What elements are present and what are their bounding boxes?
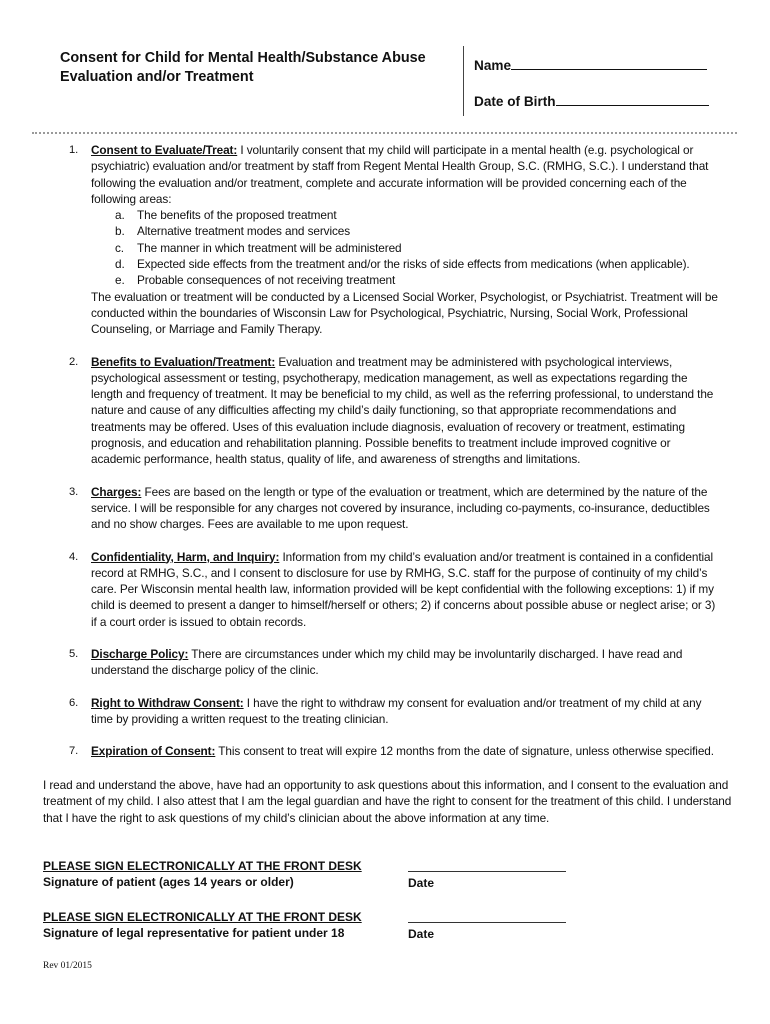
patient-date-label: Date xyxy=(408,876,435,890)
list-item: e. Probable consequences of not receiving treatment xyxy=(115,273,396,288)
dob-label: Date of Birth xyxy=(474,94,556,109)
section-text: There are circumstances under which my child may be involuntarily discharged. I have read and understand the discharge policy of the clinic. xyxy=(91,647,683,678)
section-benefits xyxy=(40,354,720,468)
list-item: b. Alternative treatment modes and services xyxy=(115,224,351,239)
section-heading: Discharge Policy: xyxy=(91,647,189,662)
header-divider xyxy=(463,46,464,116)
closing-statement: I read and understand the above, have had an opportunity to ask questions about this information, and I consent to the evaluation and treatment of my child. I also attest that I am the legal guardian and have the right to consent for the treatment of this child. I understand that I have the right to ask questions of my child’s clinician about the above information at any time. xyxy=(43,778,732,825)
list-item: c. The manner in which treatment will be administered xyxy=(115,240,402,255)
representative-date-label: Date xyxy=(408,927,435,941)
section-number: 5. xyxy=(69,648,79,661)
dob-field[interactable] xyxy=(474,92,709,109)
patient-signature-block[interactable] xyxy=(43,858,362,890)
dob-blank-line[interactable] xyxy=(556,92,709,106)
header-separator xyxy=(32,132,737,134)
list-item: d. Expected side effects from the treatment and/or the risks of side effects from medications (when applicable). xyxy=(115,257,690,272)
name-label: Name xyxy=(474,58,512,73)
section-text: I voluntarily consent that my child will participate in a mental health (e.g. psychological or psychiatric) evaluation and/or treatment by staff from Regent Mental Health Group, S.C. (RMHG, S.C.). I understand that following the evaluation and/or treatment, complete and accurate information will be provided concerning each of the following areas: xyxy=(91,143,709,206)
name-blank-line[interactable] xyxy=(511,56,707,70)
section-number: 4. xyxy=(69,550,79,563)
section-number: 6. xyxy=(69,696,79,709)
treatment-info-list xyxy=(91,207,720,288)
section-text: Information from my child’s evaluation and/or treatment is contained in a confidential record at RMHG, S.C., and I consent to disclosure for use by RMHG, S.C. staff for the purpose of continuity of my child’s care. Per Wisconsin mental health law, information provided will be kept confidential with the following exceptions: 1) if my child is deemed to present a danger to himself/herself or others; 2) if concerns about possible abuse or neglect arise; or 3) if a court order is issued to obtain records. xyxy=(91,549,716,629)
list-item: a. The benefits of the proposed treatment xyxy=(115,208,337,223)
patient-date-line[interactable] xyxy=(408,871,566,872)
representative-date-line[interactable] xyxy=(408,922,566,923)
section-heading: Charges: xyxy=(91,484,142,499)
section-discharge-policy xyxy=(40,646,720,679)
consent-sections xyxy=(40,142,720,776)
section-heading: Right to Withdraw Consent: xyxy=(91,695,244,710)
section-confidentiality xyxy=(40,549,720,630)
section-text: This consent to treat will expire 12 months from the date of signature, unless otherwise specified. xyxy=(215,744,714,759)
section-charges xyxy=(40,484,720,533)
section-heading: Consent to Evaluate/Treat: xyxy=(91,143,238,157)
section-heading: Confidentiality, Harm, and Inquiry: xyxy=(91,549,280,564)
signature-label: Signature of legal representative for patient under 18 xyxy=(43,926,345,940)
section-text: Fees are based on the length or type of the evaluation or treatment, which are determined by the nature of the service. I will be responsible for any charges not covered by insurance, including co-payments, co-insurance, deductibles and no show charges. Fees are available to me upon request. xyxy=(91,484,710,532)
section-expiration xyxy=(40,743,720,759)
section-right-to-withdraw xyxy=(40,695,720,728)
sign-instruction: PLEASE SIGN ELECTRONICALLY AT THE FRONT DESK xyxy=(43,910,362,924)
signature-label: Signature of patient (ages 14 years or older) xyxy=(43,875,294,889)
section-number: 7. xyxy=(69,745,79,758)
section-consent-to-evaluate xyxy=(40,142,720,338)
section-after-text: The evaluation or treatment will be conducted by a Licensed Social Worker, Psychologist, or Psychiatrist. Treatment will be conducted within the boundaries of Wisconsin Law for Psychological, Psychiatric, Nursing, Social Work, Professional Counseling, or Marriage and Family Therapy. xyxy=(91,289,718,337)
section-heading: Expiration of Consent: xyxy=(91,744,216,759)
section-heading: Benefits to Evaluation/Treatment: xyxy=(91,354,276,369)
revision-label: Rev 01/2015 xyxy=(43,961,92,971)
section-text: Evaluation and treatment may be administered with psychological interviews, psychological assessment or testing, psychotherapy, medication management, as well as expectations regarding the length and frequency of treatment. It may be beneficial to my child, as well as the referring professional, to understand the nature and cause of any difficulties affecting my child’s daily functioning, so that appropriate recommendations and treatments may be offered. Uses of this evaluation include diagnosis, evaluation of recovery or treatment, estimating prognosis, and education and rehabilitation planning. Possible benefits to treatment include improved cognitive or academic performance, health status, quality of life, and awareness of strengths and limitations. xyxy=(91,354,714,467)
sign-instruction: PLEASE SIGN ELECTRONICALLY AT THE FRONT DESK xyxy=(43,859,362,873)
section-text: I have the right to withdraw my consent for evaluation and/or treatment of my child at any time by providing a written request to the treating clinician. xyxy=(91,695,702,726)
section-number: 3. xyxy=(69,485,79,498)
form-title: Consent for Child for Mental Health/Substance Abuse Evaluation and/or Treatment xyxy=(60,50,426,85)
name-field[interactable] xyxy=(474,56,707,73)
section-number: 2. xyxy=(69,355,79,368)
section-number: 1. xyxy=(69,144,79,156)
representative-signature-block[interactable] xyxy=(43,909,362,941)
